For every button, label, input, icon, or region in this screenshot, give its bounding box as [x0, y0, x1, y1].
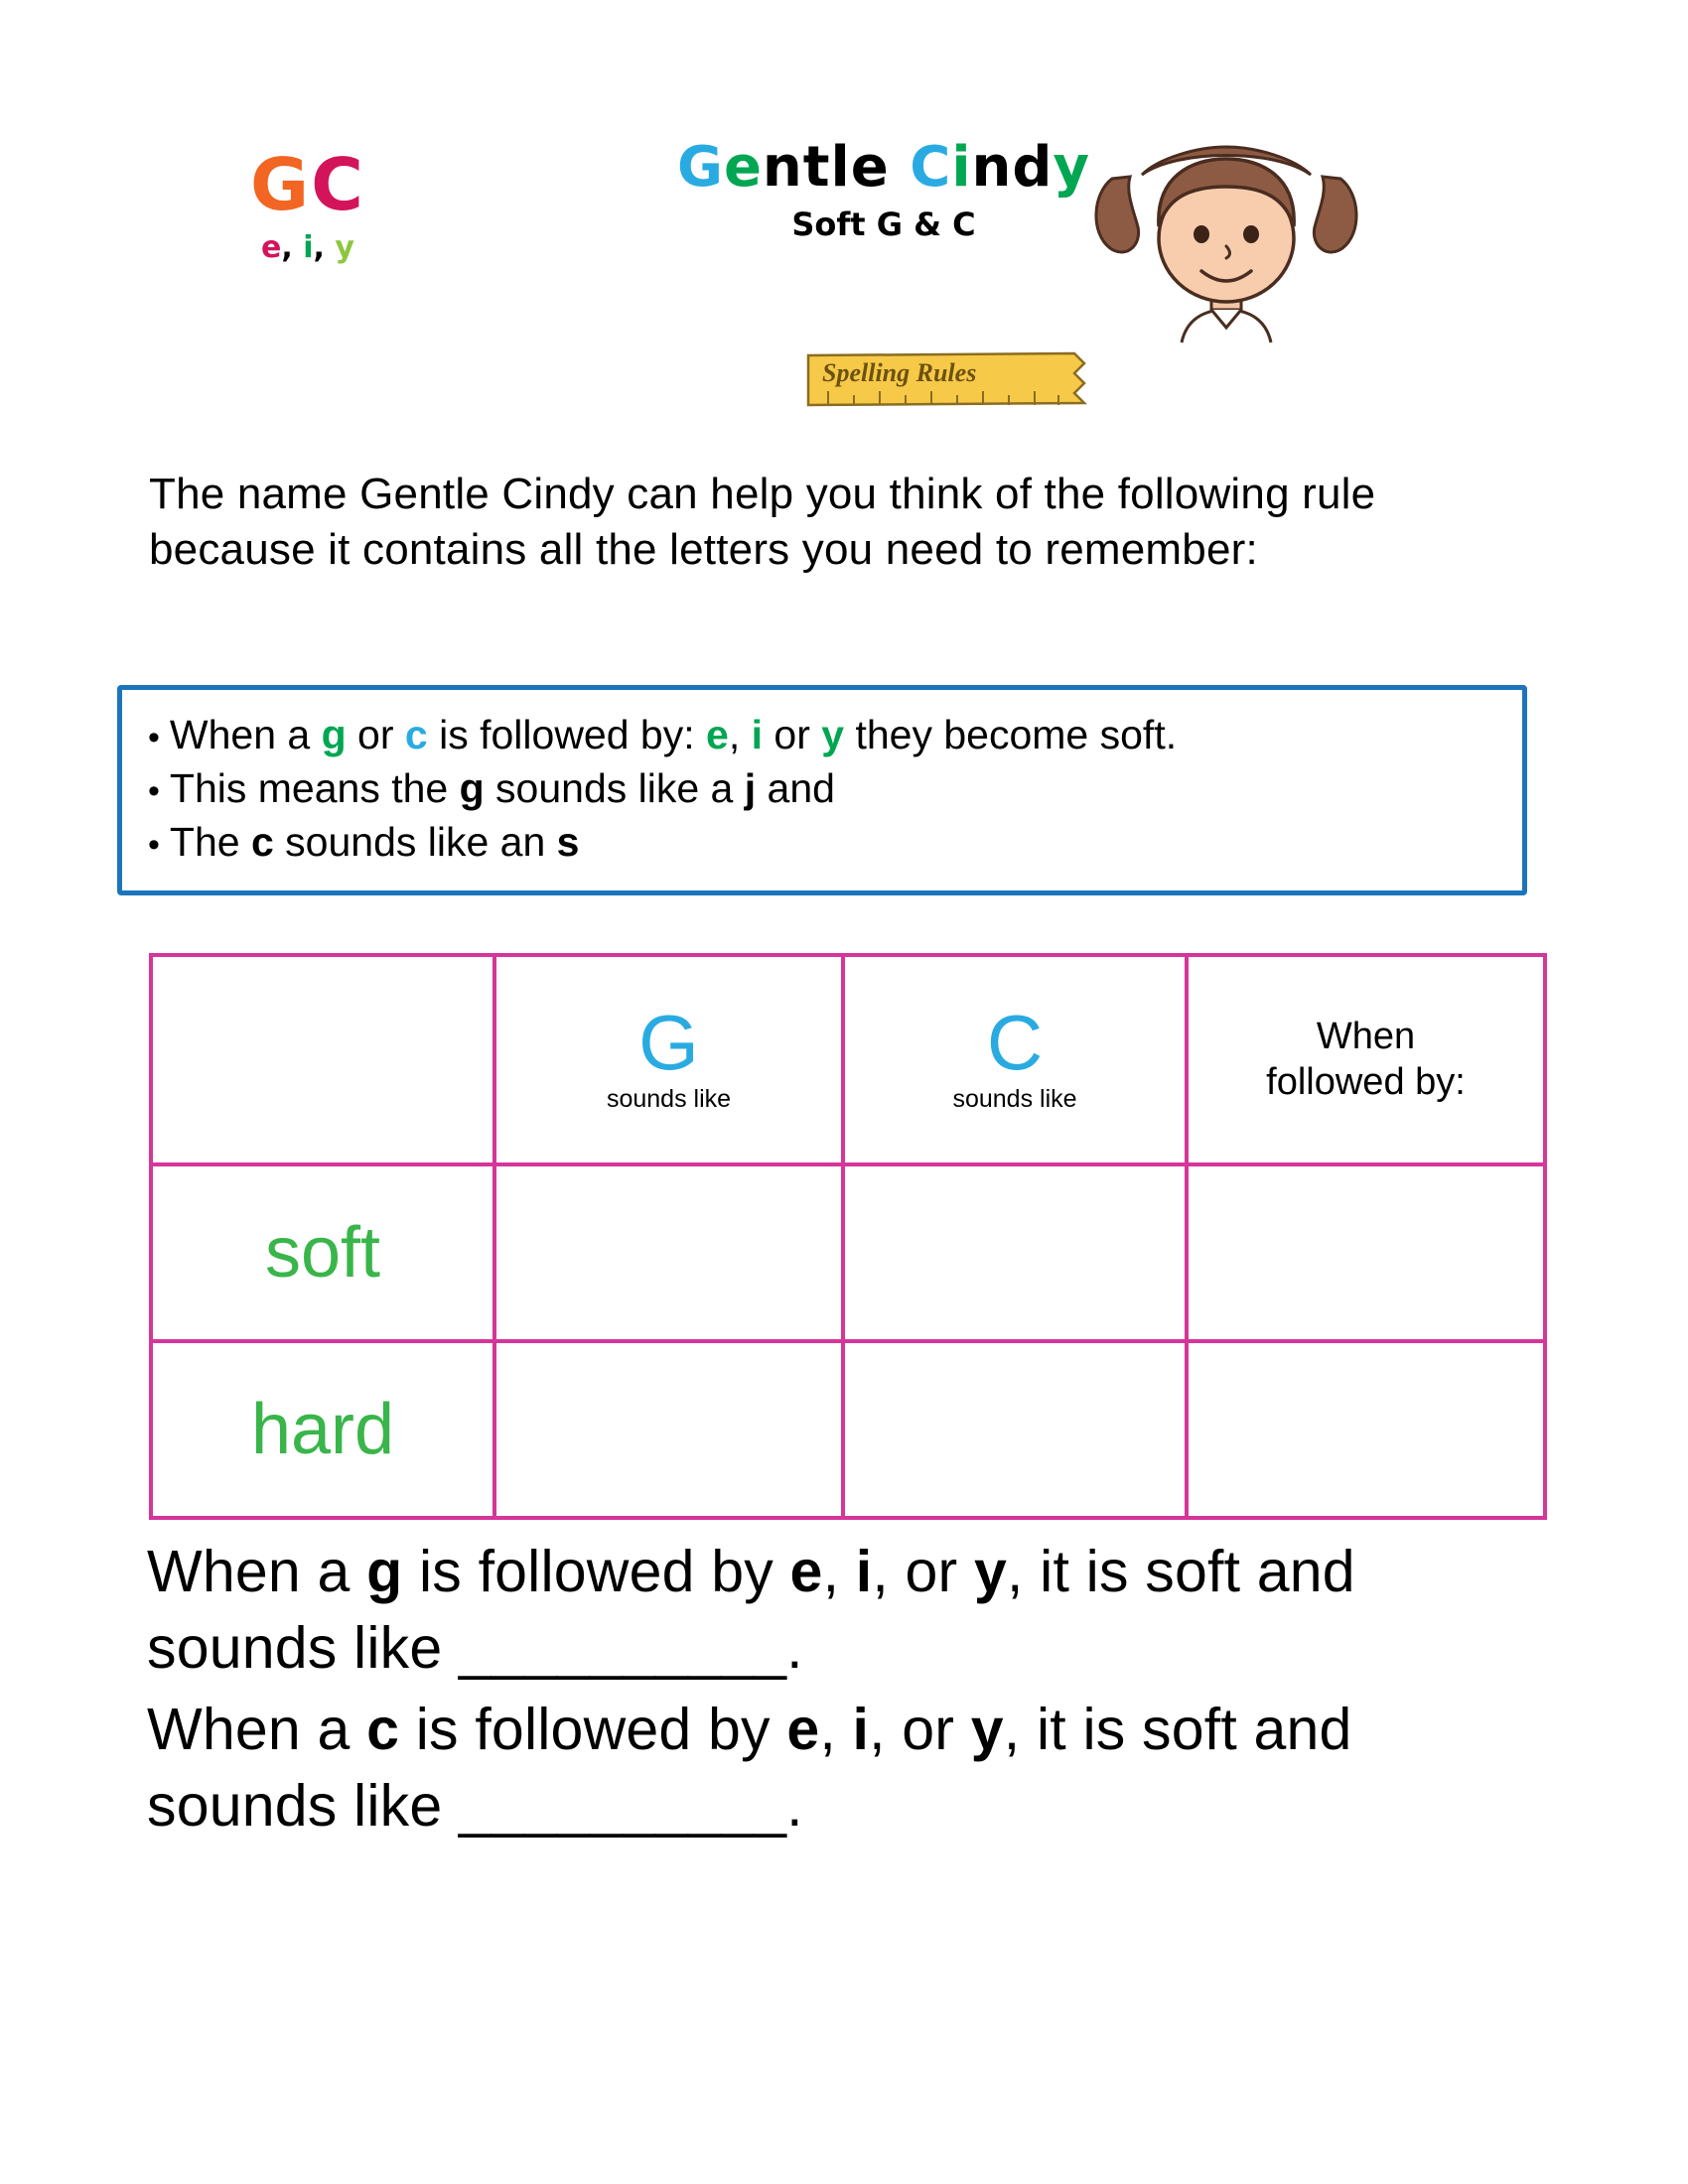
rule-bullet-1: • — [148, 719, 160, 756]
worksheet-header — [149, 0, 1539, 387]
rule-line-3 — [148, 815, 1496, 869]
sentence-g-seg-4: , — [822, 1539, 856, 1604]
row-label-soft-text: soft — [264, 1213, 381, 1293]
answer-cell-soft-followed[interactable] — [1187, 1164, 1545, 1341]
gc-logo — [199, 143, 417, 265]
sentence-c-seg-3: e — [786, 1697, 820, 1763]
gc-logo-subtext — [199, 230, 417, 265]
rule-seg-1-5: e — [706, 712, 729, 757]
sentence-g — [147, 1534, 1557, 1686]
table-header-followed-cell — [1187, 955, 1545, 1164]
rule-seg-2-1: g — [459, 765, 485, 812]
rule-bullet-3: • — [148, 826, 160, 865]
soft-hard-table-wrapper — [149, 953, 1519, 1520]
rule-seg-2-0: This means the — [169, 765, 460, 812]
rule-seg-1-9: y — [821, 712, 845, 757]
sentence-c-seg-1: c — [366, 1697, 400, 1763]
sentence-g-seg-6: , or — [872, 1539, 974, 1604]
rule-seg-2-3: j — [744, 765, 757, 812]
sentence-c — [147, 1692, 1557, 1843]
row-label-hard-text: hard — [250, 1390, 395, 1469]
sentence-g-seg-1: g — [366, 1539, 403, 1604]
rule-line-1 — [148, 708, 1496, 761]
table-row — [151, 1341, 1545, 1518]
sentence-c-seg-6: , or — [869, 1697, 971, 1763]
sentence-c-seg-7: y — [970, 1697, 1004, 1763]
soft-hard-table — [149, 953, 1547, 1520]
title-char-4: i — [951, 135, 972, 200]
rule-seg-1-3: c — [404, 712, 428, 757]
rule-seg-1-2: or — [346, 712, 405, 757]
spelling-rules-ruler-badge — [804, 349, 1092, 411]
sentence-g-seg-7: y — [973, 1539, 1007, 1604]
rule-seg-1-10: they become soft. — [844, 712, 1178, 757]
answer-cell-hard-g[interactable] — [494, 1341, 843, 1518]
rule-seg-1-4: is followed by: — [427, 712, 707, 757]
header-note-g: sounds like — [606, 1085, 732, 1114]
title-char-2: ntle — [762, 135, 911, 200]
rule-seg-1-6: , — [728, 712, 752, 757]
gc-logo-letter-g: G — [250, 143, 312, 226]
sentence-g-seg-2: is followed by — [402, 1539, 790, 1604]
header-letter-c: C — [986, 998, 1044, 1086]
table-header-g-cell — [494, 955, 843, 1164]
gc-logo-sub-y: y — [335, 230, 354, 265]
rule-seg-3-3: s — [556, 819, 580, 866]
header-followed-line1: When — [1316, 1015, 1416, 1057]
table-header-row — [151, 955, 1545, 1164]
gc-logo-sub-e: e — [261, 230, 282, 265]
rule-seg-2-4: and — [756, 765, 835, 812]
header-note-c: sounds like — [952, 1085, 1077, 1114]
title-char-0: G — [676, 135, 724, 200]
sentence-c-seg-8: , it is soft and sounds like __________. — [147, 1697, 1352, 1840]
answer-cell-soft-c[interactable] — [843, 1164, 1187, 1341]
table-row — [151, 1164, 1545, 1341]
sentence-g-seg-8: , it is soft and sounds like __________. — [147, 1539, 1355, 1681]
sentence-g-seg-5: i — [855, 1539, 873, 1604]
rule-line-2 — [148, 761, 1496, 815]
page-subtitle: Soft G & C — [791, 205, 976, 243]
row-label-hard — [151, 1341, 494, 1518]
table-header-c-cell — [843, 955, 1187, 1164]
table-corner-cell — [151, 955, 494, 1164]
rule-seg-2-2: sounds like a — [484, 765, 745, 812]
gc-logo-sub-comma1: , — [281, 230, 304, 265]
answer-cell-hard-c[interactable] — [843, 1341, 1187, 1518]
sentence-c-seg-5: i — [852, 1697, 870, 1763]
answer-cell-soft-g[interactable] — [494, 1164, 843, 1341]
sentence-g-seg-3: e — [789, 1539, 823, 1604]
rule-seg-3-0: The — [169, 819, 251, 866]
sentence-g-seg-0: When a — [147, 1539, 367, 1604]
rule-bullet-2: • — [148, 772, 160, 811]
title-char-6: y — [1053, 135, 1091, 200]
rule-seg-1-7: i — [751, 712, 764, 757]
header-letter-g: G — [638, 998, 699, 1086]
gc-logo-sub-i: i — [303, 230, 314, 265]
rule-box — [117, 685, 1527, 895]
row-label-soft — [151, 1164, 494, 1341]
gc-logo-sub-comma2: , — [313, 230, 336, 265]
answer-cell-hard-followed[interactable] — [1187, 1341, 1545, 1518]
intro-paragraph: The name Gentle Cindy can help you think of the following rule because it contains all the letters you need to remember: — [149, 470, 1376, 575]
sentence-c-seg-0: When a — [147, 1697, 367, 1763]
fill-in-sentences — [147, 1534, 1557, 1850]
title-char-3: C — [910, 135, 952, 200]
badge-label-text: Spelling Rules — [822, 358, 977, 387]
sentence-c-seg-4: , — [819, 1697, 853, 1763]
title-char-1: e — [723, 135, 763, 200]
rule-seg-1-0: When a — [169, 712, 322, 757]
rule-seg-1-1: g — [321, 712, 347, 757]
header-followed-line2: followed by: — [1266, 1060, 1466, 1103]
title-char-5: nd — [971, 135, 1054, 200]
gc-logo-letter-c: C — [311, 143, 365, 226]
gc-logo-letters — [199, 143, 417, 226]
rule-seg-1-8: or — [763, 712, 822, 757]
girl-illustration — [1082, 139, 1370, 347]
rule-seg-3-1: c — [250, 819, 274, 866]
sentence-c-seg-2: is followed by — [399, 1697, 787, 1763]
rule-seg-3-2: sounds like an — [273, 819, 557, 866]
